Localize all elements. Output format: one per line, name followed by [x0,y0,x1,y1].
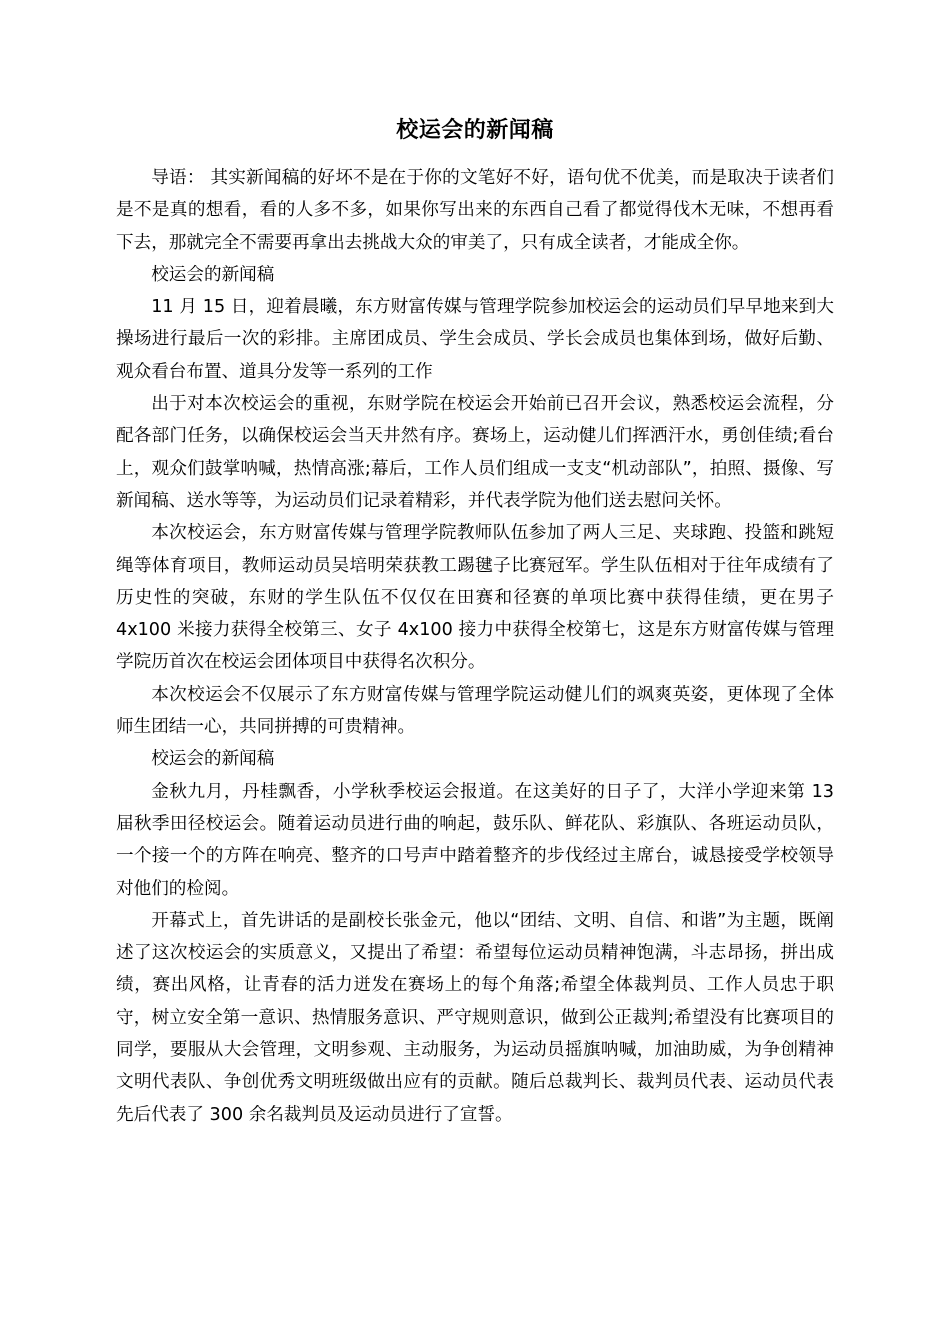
paragraph-subheading-1: 校运会的新闻稿 [151,264,275,285]
document-page [116,112,834,1131]
paragraph-rehearsal: 11 月 15 日，迎着晨曦，东方财富传媒与管理学院参加校运会的运动员们早早地来到大操场进行最后一次的彩排。主席团成员、学生会成员、学长会成员也集体到场，做好后勤、观众看台布置、道具分发等一系列的工作 [116,297,834,382]
paragraph-results: 本次校运会，东方财富传媒与管理学院教师队伍参加了两人三足、夹球跑、投篮和跳短绳等体育项目，教师运动员吴培明荣获教工踢毽子比赛冠军。学生队伍相对于往年成绩有了历史性的突破，东财的学生队伍不仅仅在田赛和径赛的单项比赛中获得佳绩，更在男子 4x100 米接力获得全校第三、女子 4x100 接力中获得全校第七，这是东方财富传媒与管理学院历首次在校运会团体项目中获得名次积分。 [116,523,834,673]
paragraph-speech: 开幕式上，首先讲话的是副校长张金元，他以“团结、文明、自信、和谐”为主题，既阐述了这次校运会的实质意义，又提出了希望：希望每位运动员精神饱满，斗志昂扬，拼出成绩，赛出风格，让青春的活力迸发在赛场上的每个角落;希望全体裁判员、工作人员忠于职守，树立安全第一意识、热情服务意识、严守规则意识，做到公正裁判;希望没有比赛项目的同学，要服从大会管理，文明参观、主动服务，为运动员摇旗呐喊，加油助威，为争创精神文明代表队、争创优秀文明班级做出应有的贡献。随后总裁判长、裁判员代表、运动员代表先后代表了 300 余名裁判员及运动员进行了宣誓。 [116,910,834,1125]
paragraph-preparation: 出于对本次校运会的重视，东财学院在校运会开始前已召开会议，熟悉校运会流程，分配各部门任务，以确保校运会当天井然有序。赛场上，运动健儿们挥洒汗水，勇创佳绩;看台上，观众们鼓掌呐喊，热情高涨;幕后，工作人员们组成一支支“机动部队”，拍照、摄像、写新闻稿、送水等等，为运动员们记录着精彩，并代表学院为他们送去慰问关怀。 [116,394,834,511]
paragraph-intro: 导语： 其实新闻稿的好坏不是在于你的文笔好不好，语句优不优美，而是取决于读者们是不是真的想看，看的人多不多，如果你写出来的东西自己看了都觉得伐木无味，不想再看下去，那就完全不需要再拿出去挑战大众的审美了，只有成全读者，才能成全你。 [116,168,834,253]
paragraph-subheading-2: 校运会的新闻稿 [151,749,275,770]
paragraph-opening: 金秋九月，丹桂飘香，小学秋季校运会报道。在这美好的日子了，大洋小学迎来第 13 届秋季田径校运会。随着运动员进行曲的响起，鼓乐队、鲜花队、彩旗队、各班运动员队，一个接一个的方阵在响亮、整齐的口号声中踏着整齐的步伐经过主席台，诚恳接受学校领导对他们的检阅。 [116,781,834,899]
document-title: 校运会的新闻稿 [396,118,554,143]
paragraph-summary: 本次校运会不仅展示了东方财富传媒与管理学院运动健儿们的飒爽英姿，更体现了全体师生团结一心，共同拼搏的可贵精神。 [116,684,834,738]
